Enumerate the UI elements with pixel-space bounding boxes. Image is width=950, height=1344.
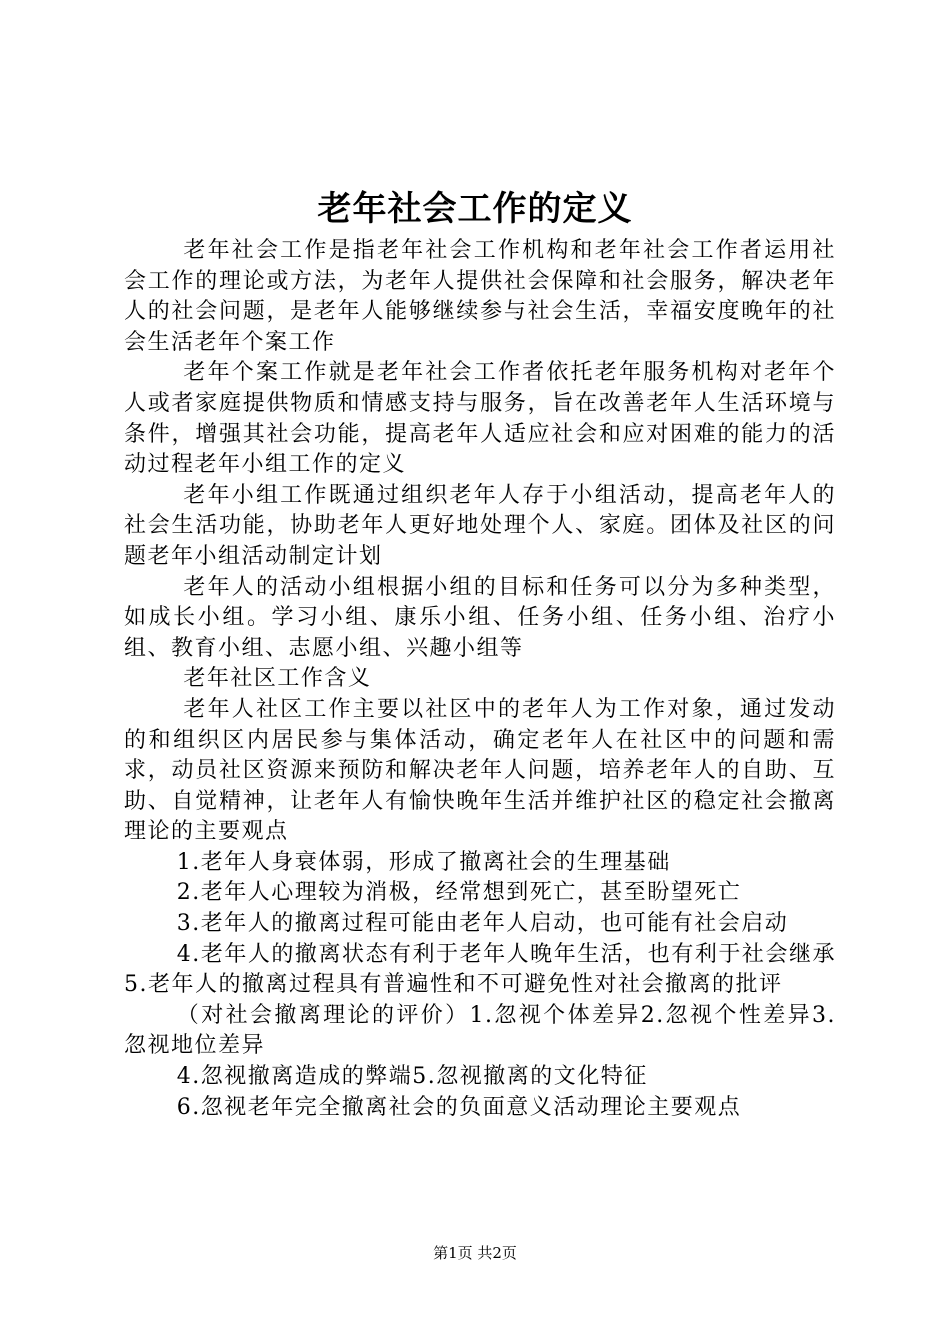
list-item: 4.忽视撤离造成的弊端5.忽视撤离的文化特征: [176, 1064, 648, 1090]
paragraph: 老年人的活动小组根据小组的目标和任务可以分为多种类型，如成长小组。学习小组、康乐小组、任务小组、任务小组、治疗小组、教育小组、志愿小组、兴趣小组等: [124, 574, 836, 661]
paragraph: （对社会撤离理论的评价）1.忽视个体差异2.忽视个性差异3.忽视地位差异: [124, 1002, 836, 1059]
document-body: [124, 236, 836, 1123]
paragraph: 老年社区工作含义: [183, 666, 372, 692]
paragraph: 老年小组工作既通过组织老年人存于小组活动，提高老年人的社会生活功能，协助老年人更好地处理个人、家庭。团体及社区的问题老年小组活动制定计划: [124, 482, 836, 569]
list-item: 2.老年人心理较为消极，经常想到死亡，甚至盼望死亡: [176, 880, 742, 906]
paragraph: 老年个案工作就是老年社会工作者依托老年服务机构对老年个人或者家庭提供物质和情感支持与服务，旨在改善老年人生活环境与条件，增强其社会功能，提高老年人适应社会和应对困难的能力的活动过程老年小组工作的定义: [124, 360, 836, 478]
paragraph: 老年社会工作是指老年社会工作机构和老年社会工作者运用社会工作的理论或方法，为老年人提供社会保障和社会服务，解决老年人的社会问题，是老年人能够继续参与社会生活，幸福安度晚年的社会生活老年个案工作: [124, 238, 836, 355]
list-item: 6.忽视老年完全撤离社会的负面意义活动理论主要观点: [176, 1094, 742, 1120]
document-title: 老年社会工作的定义: [317, 189, 633, 229]
list-item: 4.老年人的撤离状态有利于老年人晚年生活，也有利于社会继承5.老年人的撤离过程具有普遍性和不可避免性对社会撤离的批评: [124, 941, 836, 998]
list-item: 3.老年人的撤离过程可能由老年人启动，也可能有社会启动: [176, 911, 789, 937]
page-footer: 第1页 共2页: [433, 1244, 517, 1262]
paragraph: 老年人社区工作主要以社区中的老年人为工作对象，通过发动的和组织区内居民参与集体活动，确定老年人在社区中的问题和需求，动员社区资源来预防和解决老年人问题，培养老年人的自助、互助、自觉精神，让老年人有愉快晚年生活并维护社区的稳定社会撤离理论的主要观点: [124, 696, 836, 845]
list-item: 1.老年人身衰体弱，形成了撤离社会的生理基础: [176, 849, 671, 875]
